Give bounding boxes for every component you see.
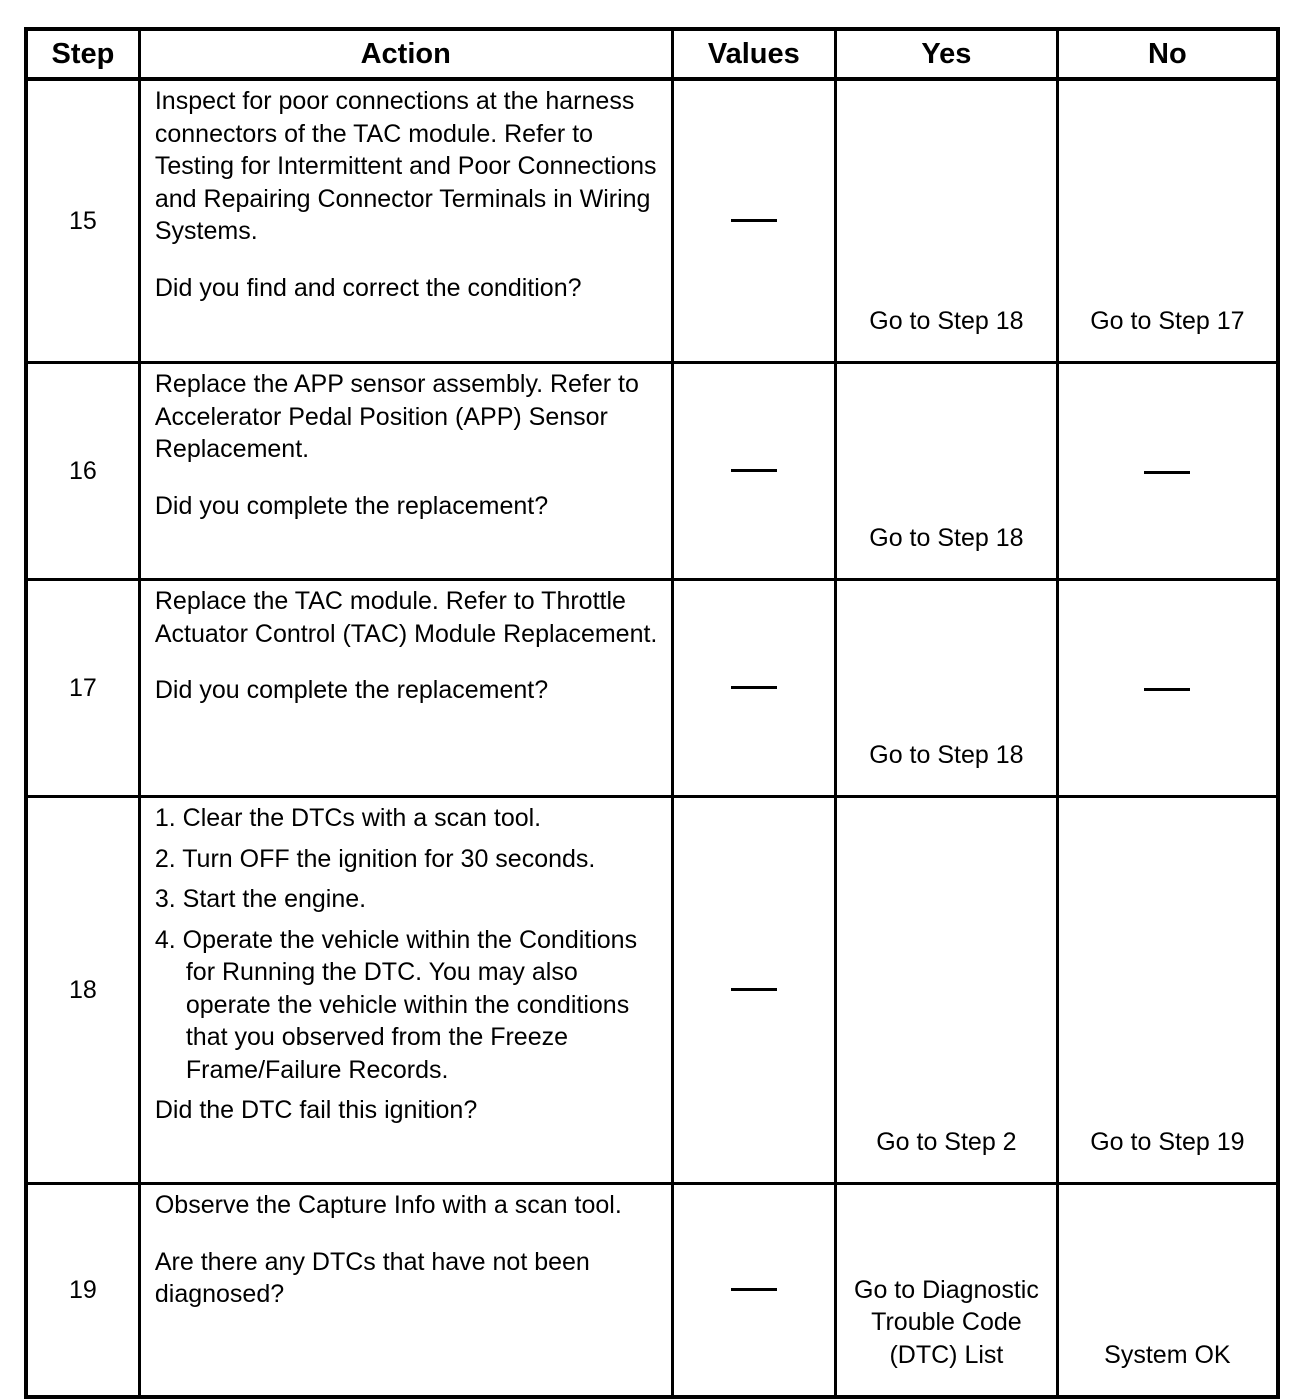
step-number: 16 — [26, 363, 139, 580]
action-question: Did the DTC fail this ignition? — [154, 1096, 478, 1124]
action-cell — [139, 79, 672, 363]
header-values: Values — [672, 29, 836, 79]
substep-item: 3. Start the engine. — [154, 885, 367, 913]
dash-mark — [731, 686, 777, 689]
action-text: Inspect for poor connections at the harness connectors of the TAC module. Refer to Testing for Intermittent and Poor Connections and Repairing Connector Terminals in Wiring Systems. — [154, 87, 657, 245]
table-row — [26, 1184, 1278, 1398]
action-question: Did you complete the replacement? — [154, 491, 549, 520]
action-cell — [139, 363, 672, 580]
action-cell — [139, 797, 672, 1184]
table-row — [26, 580, 1278, 797]
dash-mark — [731, 219, 777, 222]
diagnostic-table — [24, 27, 1280, 1399]
table-row — [26, 79, 1278, 363]
values-cell — [672, 79, 836, 363]
action-cell — [139, 580, 672, 797]
action-text: Replace the TAC module. Refer to Throttle Actuator Control (TAC) Module Replacement. — [154, 587, 658, 648]
yes-cell: Go to Step 2 — [836, 797, 1058, 1184]
no-cell — [1057, 580, 1278, 797]
action-text: Observe the Capture Info with a scan tool. — [154, 1191, 622, 1219]
substep-list — [155, 802, 661, 1086]
header-step: Step — [26, 29, 139, 79]
values-cell — [672, 363, 836, 580]
no-cell: System OK — [1057, 1184, 1278, 1398]
dash-mark — [731, 469, 777, 472]
table-row — [26, 363, 1278, 580]
substep-item: 1. Clear the DTCs with a scan tool. — [154, 804, 542, 832]
action-text: Replace the APP sensor assembly. Refer to Accelerator Pedal Position (APP) Sensor Replacement. — [154, 370, 639, 463]
dash-mark — [1144, 688, 1190, 691]
header-yes: Yes — [836, 29, 1058, 79]
yes-cell: Go to Step 18 — [836, 79, 1058, 363]
table-row — [26, 797, 1278, 1184]
action-question: Did you find and correct the condition? — [154, 273, 582, 302]
no-cell: Go to Step 19 — [1057, 797, 1278, 1184]
yes-cell: Go to Diagnostic Trouble Code (DTC) List — [836, 1184, 1058, 1398]
header-no: No — [1057, 29, 1278, 79]
yes-cell: Go to Step 18 — [836, 580, 1058, 797]
values-cell — [672, 580, 836, 797]
action-cell — [139, 1184, 672, 1398]
step-number: 19 — [26, 1184, 139, 1398]
dash-mark — [1144, 471, 1190, 474]
step-number: 18 — [26, 797, 139, 1184]
step-number: 15 — [26, 79, 139, 363]
no-cell: Go to Step 17 — [1057, 79, 1278, 363]
values-cell — [672, 797, 836, 1184]
step-number: 17 — [26, 580, 139, 797]
header-row — [26, 29, 1278, 79]
dash-mark — [731, 988, 777, 991]
values-cell — [672, 1184, 836, 1398]
no-cell — [1057, 363, 1278, 580]
yes-cell: Go to Step 18 — [836, 363, 1058, 580]
header-action: Action — [139, 29, 672, 79]
substep-item: 2. Turn OFF the ignition for 30 seconds. — [154, 844, 596, 873]
action-question: Are there any DTCs that have not been diagnosed? — [154, 1247, 590, 1308]
substep-item: 4. Operate the vehicle within the Conditions for Running the DTC. You may also operate the vehicle within the conditions that you observed from the Freeze Frame/Failure Records. — [154, 925, 638, 1084]
dash-mark — [731, 1288, 777, 1291]
action-question: Did you complete the replacement? — [154, 676, 549, 704]
